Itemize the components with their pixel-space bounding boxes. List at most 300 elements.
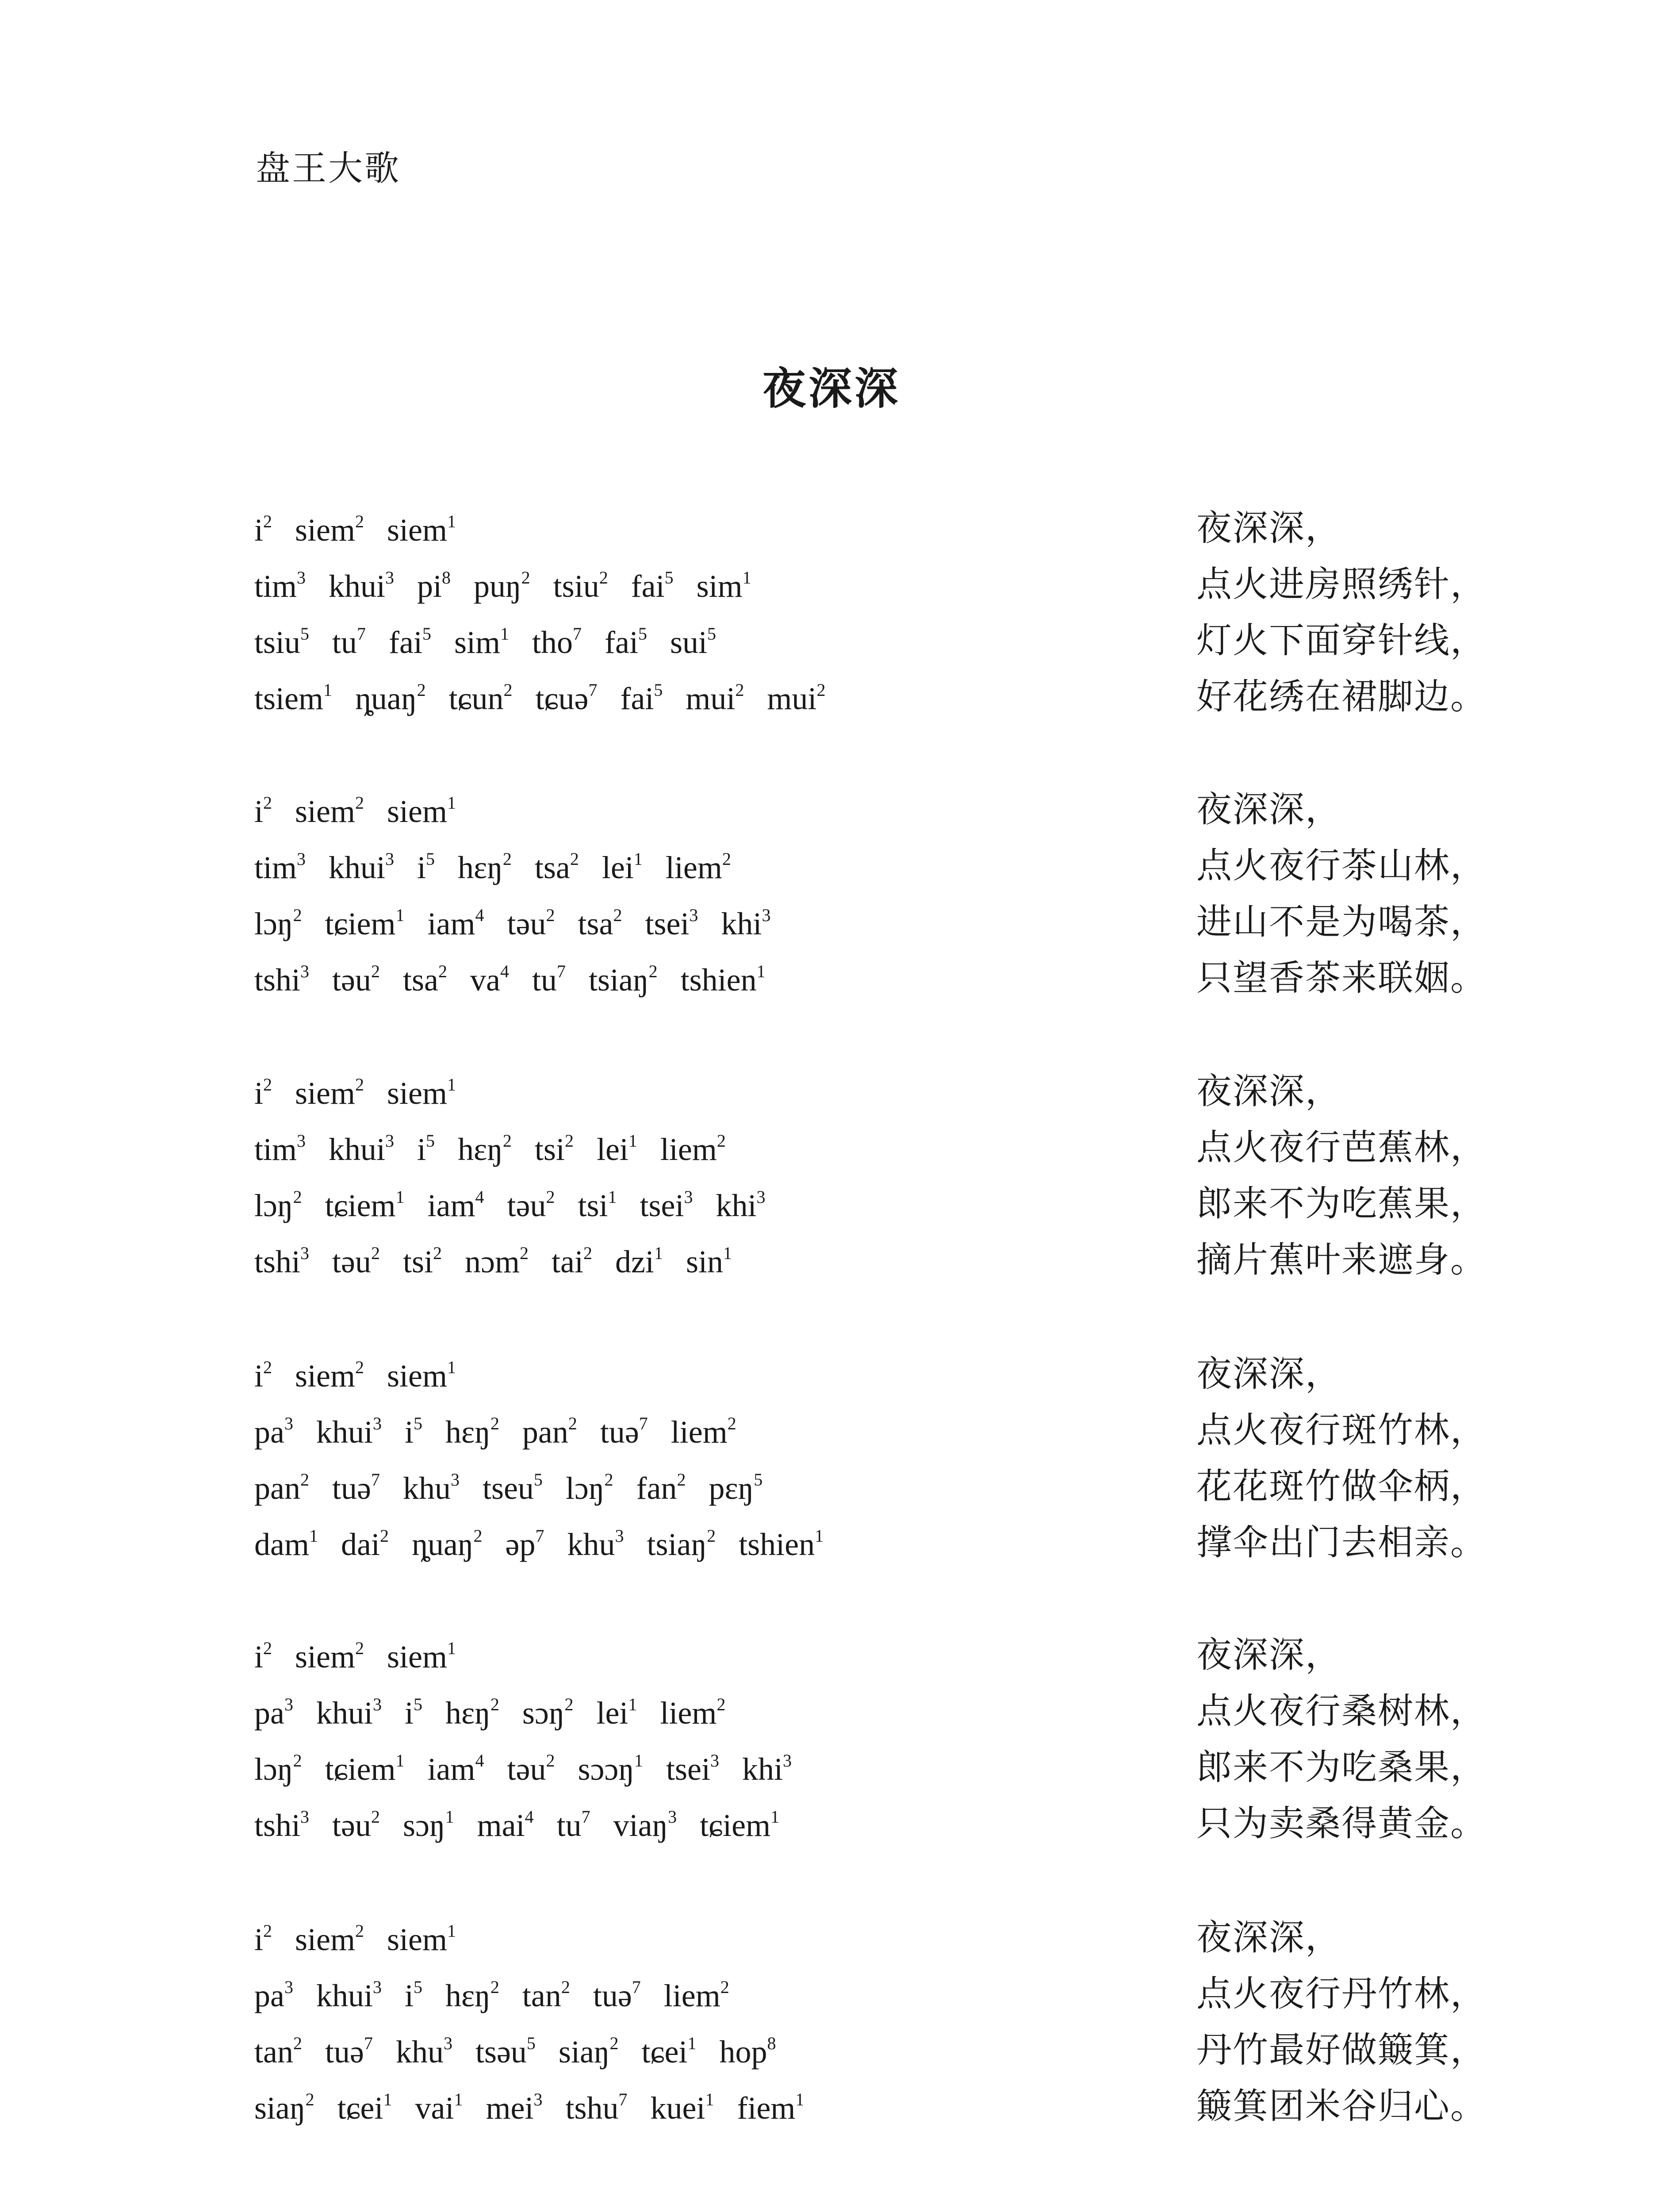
syllable-text: i [404, 1978, 414, 2013]
tone-number: 2 [564, 1131, 574, 1151]
tone-number: 2 [371, 1243, 380, 1263]
syllable [417, 846, 435, 889]
tone-number: 2 [293, 1751, 302, 1770]
syllable-text: liem [660, 1695, 717, 1731]
syllable-text: fiem [737, 2090, 796, 2126]
verse-line [254, 1072, 1484, 1128]
tone-number: 4 [475, 1751, 484, 1770]
syllable [403, 959, 447, 1001]
syllable-text: tsiu [254, 625, 301, 660]
stanza [254, 1353, 1487, 1579]
syllable [645, 902, 698, 945]
chinese-translation: 只为卖桑得黄金。 [1196, 1803, 1487, 1844]
tone-number: 1 [795, 2089, 805, 2109]
syllable-text: ȵuaŋ [411, 1527, 474, 1562]
chinese-translation: 进山不是为喝茶， [1196, 901, 1487, 942]
syllable-text: tshu [565, 2090, 619, 2126]
chinese-translation: 夜深深， [1196, 1353, 1341, 1394]
syllable [739, 1523, 824, 1566]
tone-number: 2 [355, 1075, 364, 1094]
syllable [535, 846, 579, 889]
syllable-text: siaŋ [254, 2090, 306, 2126]
syllable [470, 959, 509, 1001]
syllable-text: hɛŋ [445, 1695, 490, 1731]
romanization [254, 959, 789, 1001]
tone-number: 3 [756, 1187, 766, 1207]
tone-number: 2 [502, 849, 512, 869]
syllable [578, 1184, 617, 1227]
tone-number: 2 [263, 1638, 272, 1658]
syllable-text: təu [332, 1808, 371, 1843]
tone-number: 3 [297, 1131, 306, 1151]
syllable [325, 1184, 405, 1227]
tone-number: 2 [722, 849, 731, 869]
tone-number: 3 [615, 1526, 624, 1546]
syllable [602, 846, 643, 889]
syllable [681, 959, 766, 1001]
tone-number: 3 [710, 1751, 719, 1770]
syllable [254, 846, 306, 889]
tone-number: 2 [816, 680, 826, 700]
tone-number: 7 [618, 2089, 628, 2109]
syllable-text: mui [767, 681, 817, 716]
tone-number: 5 [664, 568, 674, 588]
syllable [666, 846, 731, 889]
syllable-text: tsei [666, 1751, 710, 1787]
syllable [593, 1974, 641, 2017]
tone-number: 3 [689, 905, 698, 925]
syllable-text: pa [254, 1414, 284, 1450]
syllable-text: lei [596, 1695, 628, 1731]
stanza [254, 1917, 1487, 2143]
syllable [445, 1974, 499, 2017]
tone-number: 2 [433, 1243, 442, 1263]
chinese-translation: 好花绣在裙脚边。 [1196, 676, 1487, 717]
syllable-text: tsəu [475, 2034, 527, 2070]
syllable [254, 509, 272, 551]
syllable-text: sɔŋ [522, 1695, 565, 1731]
syllable [559, 2031, 619, 2073]
syllable [697, 565, 751, 607]
syllable-text: khi [742, 1751, 783, 1787]
syllable-text: siem [295, 1358, 355, 1394]
syllable [700, 1804, 779, 1847]
tone-number: 2 [568, 1413, 577, 1433]
syllable [507, 902, 555, 945]
chinese-translation: 郎来不为吃蕉果， [1196, 1183, 1487, 1224]
syllable [325, 1748, 405, 1790]
syllable-text: nɔm [465, 1244, 520, 1279]
syllable [477, 1804, 534, 1847]
syllable [417, 1128, 435, 1171]
tone-number: 3 [385, 849, 395, 869]
verse-line [254, 620, 1487, 677]
syllable [329, 1128, 394, 1171]
syllable [254, 1072, 272, 1114]
syllable [254, 565, 306, 607]
syllable [597, 1128, 637, 1171]
stanza [254, 1634, 1487, 1860]
syllable-text: tsa [578, 906, 613, 941]
syllable-text: lɔŋ [565, 1471, 605, 1506]
syllable [578, 902, 622, 945]
tone-number: 1 [628, 1694, 637, 1714]
syllable [332, 1804, 380, 1847]
syllable [387, 790, 456, 833]
tone-number: 2 [520, 1243, 529, 1263]
tone-number: 2 [293, 905, 302, 925]
tone-number: 5 [533, 1470, 543, 1490]
romanization [254, 1240, 755, 1283]
syllable [650, 2087, 714, 2129]
syllable [721, 902, 770, 945]
syllable-text: tɕei [641, 2034, 688, 2070]
syllable [532, 959, 566, 1001]
tone-number: 5 [414, 1694, 422, 1714]
tone-number: 1 [395, 905, 405, 925]
chinese-translation: 点火夜行茶山林， [1196, 845, 1487, 886]
chinese-translation: 灯火下面穿针线， [1196, 620, 1487, 661]
tone-number: 1 [770, 1807, 780, 1827]
syllable [387, 1355, 456, 1397]
syllable [254, 677, 332, 720]
tone-number: 1 [628, 1131, 637, 1151]
tone-number: 2 [490, 1413, 499, 1433]
syllable-text: tuə [593, 1978, 632, 2013]
tone-number: 1 [447, 793, 456, 813]
syllable [535, 1128, 574, 1171]
syllable [415, 2087, 463, 2129]
syllable [316, 1974, 382, 2017]
syllable-text: tim [254, 1132, 297, 1167]
syllable [686, 677, 744, 720]
syllable [631, 565, 674, 607]
syllable-text: hɛŋ [458, 850, 503, 885]
syllable [254, 1184, 302, 1227]
syllable [405, 1411, 422, 1453]
syllable-text: tɕun [448, 681, 504, 716]
chinese-translation: 只望香茶来联姻。 [1196, 957, 1487, 998]
poem-title: 夜深深 [762, 364, 900, 414]
romanization [254, 1072, 479, 1114]
tone-number: 2 [490, 1977, 499, 1997]
tone-number: 2 [355, 1357, 364, 1377]
romanization [254, 846, 754, 889]
syllable [295, 1918, 364, 1961]
syllable [329, 565, 394, 607]
syllable-text: khui [316, 1695, 373, 1731]
syllable-text: liem [665, 850, 722, 885]
tone-number: 8 [442, 568, 451, 588]
tone-number: 2 [355, 511, 364, 531]
tone-number: 2 [613, 905, 622, 925]
romanization [254, 1804, 802, 1847]
tone-number: 1 [447, 1357, 456, 1377]
tone-number: 5 [754, 1470, 763, 1490]
chinese-translation: 点火夜行斑竹林， [1196, 1409, 1487, 1451]
syllable [670, 621, 716, 664]
tone-number: 3 [284, 1977, 293, 1997]
syllable-text: tɕuə [535, 681, 589, 716]
syllable [522, 1692, 574, 1734]
syllable [522, 1974, 570, 2017]
tone-number: 2 [546, 1751, 555, 1770]
tone-number: 2 [717, 1131, 726, 1151]
romanization [254, 677, 848, 720]
tone-number: 5 [300, 624, 310, 644]
tone-number: 3 [297, 849, 306, 869]
tone-number: 4 [525, 1807, 534, 1827]
syllable [325, 902, 405, 945]
romanization [254, 2031, 799, 2073]
syllable [553, 565, 608, 607]
tone-number: 2 [735, 680, 744, 700]
syllable-text: i [254, 794, 264, 829]
tone-number: 7 [535, 1526, 544, 1546]
tone-number: 2 [648, 961, 658, 981]
tone-number: 1 [447, 1921, 456, 1941]
tone-number: 5 [422, 624, 431, 644]
tone-number: 5 [426, 849, 435, 869]
chinese-translation: 夜深深， [1196, 1071, 1341, 1112]
syllable [483, 1467, 543, 1509]
stanza [254, 507, 1487, 733]
romanization [254, 1184, 788, 1227]
syllable-text: ȵuaŋ [355, 681, 417, 716]
syllable-text: sim [454, 625, 501, 660]
verse-line [254, 1409, 1487, 1467]
syllable [578, 1748, 643, 1790]
syllable [475, 2031, 536, 2073]
romanization [254, 1355, 479, 1397]
stanza [254, 1071, 1487, 1297]
syllable [254, 902, 302, 945]
tone-number: 1 [395, 1751, 405, 1770]
syllable-text: fai [620, 681, 654, 716]
syllable-text: siaŋ [558, 2034, 610, 2070]
syllable-text: tɕiem [700, 1808, 771, 1843]
syllable [329, 846, 394, 889]
verse-line [254, 564, 1487, 621]
syllable [295, 1636, 364, 1678]
chinese-translation: 簸箕团米谷归心。 [1196, 2085, 1487, 2127]
syllable-text: puŋ [474, 568, 521, 604]
syllable-text: vai [415, 2090, 454, 2126]
syllable-text: tseu [482, 1471, 534, 1506]
syllable [742, 1748, 792, 1790]
syllable-text: sɔŋ [403, 1808, 445, 1843]
syllable-text: khui [329, 1132, 386, 1167]
syllable [686, 1240, 732, 1283]
verse-line [254, 1636, 1484, 1692]
syllable [403, 1240, 442, 1283]
syllable [295, 509, 364, 551]
syllable [254, 1240, 309, 1283]
tone-number: 3 [762, 905, 771, 925]
romanization [254, 1692, 748, 1734]
tone-number: 2 [371, 961, 380, 981]
syllable [458, 846, 512, 889]
syllable [640, 1184, 693, 1227]
romanization [254, 2087, 827, 2129]
syllable-text: tsa [534, 850, 570, 885]
syllable-text: lei [596, 1132, 628, 1167]
tone-number: 7 [581, 1807, 590, 1827]
syllable-text: pi [417, 568, 442, 604]
tone-number: 3 [300, 1243, 310, 1263]
syllable [412, 1523, 483, 1566]
romanization [254, 1128, 749, 1171]
syllable-text: i [404, 1414, 414, 1450]
tone-number: 2 [355, 1921, 364, 1941]
tone-number: 3 [385, 568, 395, 588]
syllable-text: fai [631, 568, 665, 604]
tone-number: 2 [599, 568, 608, 588]
syllable [506, 1523, 544, 1566]
tone-number: 1 [323, 680, 332, 700]
tone-number: 1 [454, 2089, 463, 2109]
tone-number: 3 [533, 2089, 543, 2109]
tone-number: 2 [371, 1807, 380, 1827]
tone-number: 5 [707, 624, 716, 644]
syllable-text: tan [522, 1978, 561, 2013]
syllable [387, 1072, 456, 1114]
syllable-text: liem [660, 1132, 717, 1167]
tone-number: 1 [634, 1751, 643, 1770]
syllable-text: tuə [600, 1414, 639, 1450]
syllable [254, 1692, 293, 1734]
chinese-translation: 点火进房照绣针， [1196, 564, 1487, 605]
syllable-text: i [254, 1922, 264, 1957]
tone-number: 2 [379, 1526, 389, 1546]
syllable-text: hɛŋ [445, 1414, 490, 1450]
syllable-text: pan [522, 1414, 568, 1450]
tone-number: 1 [447, 511, 456, 531]
tone-number: 2 [564, 1694, 574, 1714]
syllable [387, 1918, 456, 1961]
verse-line [254, 1183, 1487, 1240]
syllable [589, 959, 658, 1001]
syllable [254, 1523, 318, 1566]
syllable [341, 1523, 389, 1566]
syllable [620, 677, 663, 720]
tone-number: 1 [383, 2089, 392, 2109]
tone-number: 2 [263, 1075, 272, 1094]
syllable-text: lei [602, 850, 634, 885]
syllable [254, 1748, 302, 1790]
syllable [660, 1692, 725, 1734]
syllable [403, 1467, 460, 1509]
syllable-text: tu [332, 625, 357, 660]
verse-line [254, 1127, 1487, 1184]
syllable-text: əp [505, 1527, 536, 1562]
syllable [389, 621, 431, 664]
syllable [254, 790, 272, 833]
chinese-translation: 夜深深， [1196, 1634, 1341, 1675]
syllable [332, 621, 366, 664]
syllable-text: khu [395, 2034, 444, 2070]
syllable [507, 1748, 555, 1790]
syllable-text: siem [387, 1639, 447, 1674]
syllable-text: təu [507, 906, 546, 941]
syllable-text: tɕiem [325, 906, 396, 941]
tone-number: 1 [608, 1187, 617, 1207]
syllable-text: hɛŋ [458, 1132, 503, 1167]
tone-number: 3 [372, 1977, 382, 1997]
verse-line [254, 509, 1484, 565]
syllable-text: khui [316, 1414, 373, 1450]
syllable [254, 959, 309, 1001]
verse-line [254, 1918, 1484, 1974]
syllable-text: khi [721, 906, 762, 941]
verse-line [254, 2085, 1487, 2143]
syllable [532, 621, 582, 664]
syllable-text: tɕiem [325, 1751, 396, 1787]
tone-number: 1 [654, 1243, 663, 1263]
tone-number: 1 [395, 1187, 405, 1207]
syllable [615, 1240, 663, 1283]
syllable-text: tɕiem [325, 1188, 396, 1223]
syllable [458, 1128, 512, 1171]
tone-number: 5 [426, 1131, 435, 1151]
syllable-text: lɔŋ [254, 1188, 293, 1223]
tone-number: 3 [284, 1694, 293, 1714]
stanza [254, 789, 1487, 1015]
tone-number: 2 [717, 1694, 726, 1714]
tone-number: 2 [604, 1470, 613, 1490]
tone-number: 2 [546, 905, 555, 925]
syllable-text: sui [670, 625, 707, 660]
tone-number: 2 [521, 568, 530, 588]
syllable-text: sɔɔŋ [578, 1751, 634, 1787]
syllable-text: i [417, 850, 426, 885]
tone-number: 3 [297, 568, 306, 588]
tone-number: 7 [588, 680, 598, 700]
tone-number: 3 [783, 1751, 792, 1770]
syllable-text: pan [254, 1471, 300, 1506]
syllable-text: tsi [578, 1188, 608, 1223]
syllable-text: dai [341, 1527, 380, 1562]
syllable [316, 1411, 382, 1453]
syllable-text: tshien [680, 962, 757, 998]
tone-number: 2 [570, 849, 579, 869]
syllable-text: liem [663, 1978, 720, 2013]
syllable-text: tu [556, 1808, 582, 1843]
verse-line [254, 1239, 1487, 1297]
tone-number: 7 [556, 961, 566, 981]
tone-number: 1 [447, 1638, 456, 1658]
syllable [605, 621, 647, 664]
tone-number: 2 [263, 793, 272, 813]
syllable-text: siem [387, 512, 447, 548]
syllable [557, 1804, 590, 1847]
tone-number: 1 [815, 1526, 824, 1546]
syllable-text: hɛŋ [445, 1978, 490, 2013]
syllable-text: siem [387, 1922, 447, 1957]
tone-number: 1 [687, 2033, 697, 2053]
syllable [428, 1184, 484, 1227]
syllable-text: i [254, 1358, 264, 1394]
syllable [428, 1748, 484, 1790]
verse-line [254, 1803, 1487, 1860]
syllable [642, 2031, 697, 2073]
syllable [254, 1411, 293, 1453]
tone-number: 2 [546, 1187, 555, 1207]
chinese-translation: 花花斑竹做伞柄， [1196, 1466, 1487, 1507]
syllable [522, 1411, 577, 1453]
syllable-text: siem [295, 1922, 355, 1957]
syllable-text: i [417, 1132, 426, 1167]
